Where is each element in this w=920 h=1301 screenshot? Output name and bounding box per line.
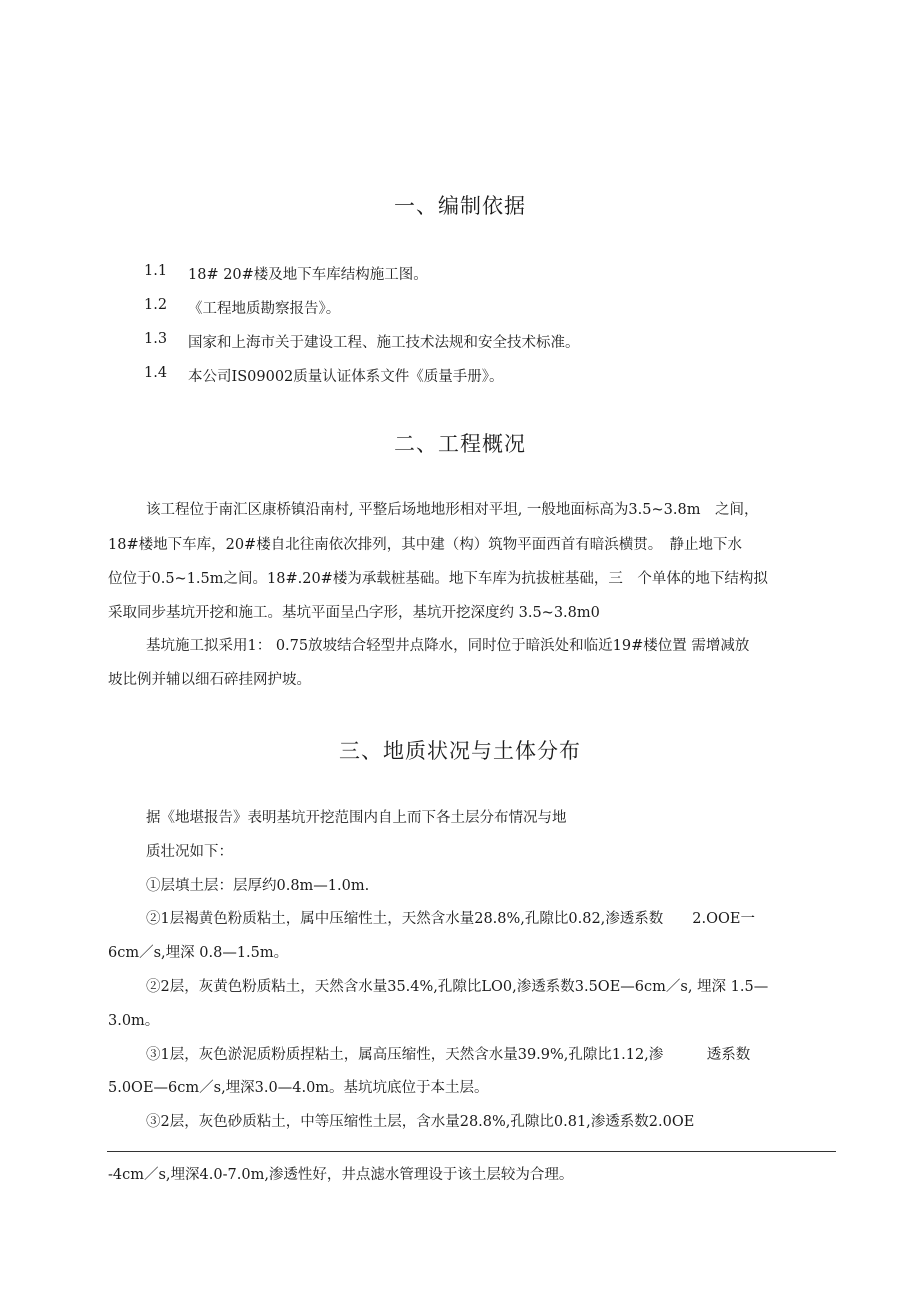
paragraph-line: 18#楼地下车库，20#楼自北往南依次排列，其中建（构）筑物平面西首有暗浜横贯。 静止地下水: [108, 537, 742, 553]
paragraph-line: ③2层，灰色砂质粘土，中等压缩性土层，含水量28.8%,孔隙比0.81,渗透系数2.0OE: [146, 1114, 695, 1130]
paragraph-line: 位位于0.5~1.5m之间。18#.20#楼为承载桩基础。地下车库为抗拔桩基础，三 个单体的地下结构拟: [108, 571, 768, 587]
paragraph-line: 基坑施工拟采用1： 0.75放坡结合轻型井点降水，同时位于暗浜处和临近19#楼位置 需增减放: [146, 638, 750, 654]
paragraph-line: 据《地堪报告》表明基坑开挖范围内自上而下各土层分布情况与地: [146, 810, 567, 826]
list-item-text: 18# 20#楼及地下车库结构施工图。: [188, 267, 428, 283]
paragraph-line: 质壮况如下：: [146, 844, 233, 860]
paragraph-line: ③1层，灰色淤泥质粉质捏粘土，属高压缩性，天然含水量39.9%,孔隙比1.12,渗 透系数: [146, 1047, 751, 1063]
paragraph-line: 3.0m。: [108, 1013, 160, 1029]
list-item-number: 1.4: [144, 365, 168, 381]
list-item-text: 《工程地质勘察报告》。: [188, 301, 341, 317]
section-3-title: 三、地质状况与土体分布: [339, 739, 581, 763]
section-1-title: 一、编制依据: [394, 194, 526, 218]
paragraph-line: 该工程位于南汇区康桥镇沿南村, 平整后场地地形相对平坦, 一般地面标高为3.5~3.8m 之间，: [146, 502, 759, 518]
paragraph-line: ②1层褐黄色粉质粘土，属中压缩性土，天然含水量28.8%,孔隙比0.82,渗透系数 2.OOE一: [146, 911, 755, 927]
list-item-number: 1.3: [144, 331, 168, 347]
paragraph-line: 5.0OE—6cm／s,埋深3.0—4.0m。基坑坑底位于本土层。: [108, 1080, 489, 1096]
horizontal-rule: [107, 1151, 836, 1152]
paragraph-line: ②2层，灰黄色粉质粘土，天然含水量35.4%,孔隙比LO0,渗透系数3.5OE—6cm／s, 埋深 1.5—: [146, 979, 769, 995]
list-item-number: 1.1: [144, 263, 168, 279]
paragraph-line: 6cm／s,埋深 0.8—1.5m。: [108, 945, 289, 961]
footer-line: -4cm／s,埋深4.0-7.0m,渗透性好，井点滤水管理设于该土层较为合理。: [108, 1167, 574, 1183]
list-item-number: 1.2: [144, 297, 168, 313]
paragraph-line: ①层填土层：层厚约0.8m—1.0m.: [146, 878, 370, 894]
paragraph-line: 采取同步基坑开挖和施工。基坑平面呈凸字形，基坑开挖深度约 3.5~3.8m0: [108, 605, 600, 621]
list-item-text: 国家和上海市关于建设工程、施工技术法规和安全技术标准。: [188, 335, 580, 351]
paragraph-line: 坡比例并辅以细石碎挂网护坡。: [108, 672, 311, 688]
section-2-title: 二、工程概况: [394, 432, 526, 456]
list-item-text: 本公司IS09002质量认证体系文件《质量手册》。: [188, 369, 504, 385]
